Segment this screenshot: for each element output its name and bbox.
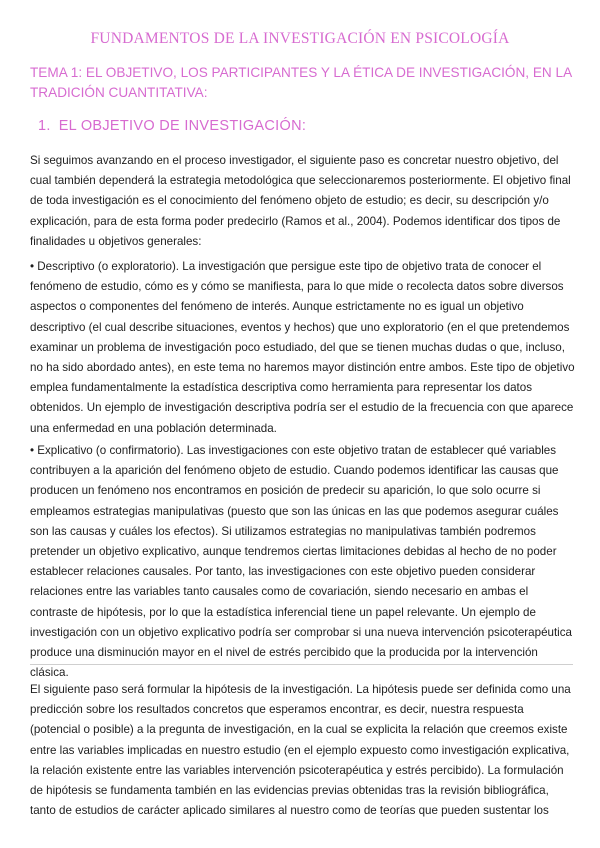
- descriptive-objective-paragraph: • Descriptivo (o exploratorio). La investigación que persigue este tipo de objetivo trata de conocer el fenómeno de estudio, cómo es y cómo se manifiesta, para lo que mide o recolecta datos sobre diversos aspectos o componentes del fenómeno de interés. Aunque estrictamente no es igual un objetivo descriptivo (el cual describe situaciones, eventos y hechos) que uno exploratorio (en el que pretendemos examinar un problema de investigación poco estudiado, del que se tienen muchas dudas o que, incluso, no ha sido abordado antes), en este tema no haremos mayor distinción entre ambos. Este tipo de objetivo emplea fundamentalmente la estadística descriptiva como herramienta para representar los datos obtenidos. Un ejemplo de investigación descriptiva podría ser el estudio de la frecuencia con que aparece una enfermedad en una población determinada.: [30, 260, 575, 435]
- section-heading: [38, 118, 306, 134]
- section-title: EL OBJETIVO DE INVESTIGACIÓN:: [58, 118, 307, 134]
- section-divider: [30, 664, 573, 665]
- intro-paragraph: Si seguimos avanzando en el proceso investigador, el siguiente paso es concretar nuestro objetivo, del cual también dependerá la estrategia metodológica que seleccionaremos posteriormente. El objetivo final de toda investigación es el conocimiento del fenómeno objeto de estudio; es decir, su descripción y/o explicación, para de esta forma poder predecirlo (Ramos et al., 2004). Podemos identificar dos tipos de finalidades u objetivos generales:: [30, 154, 571, 248]
- section-number: 1.: [38, 118, 51, 134]
- explanatory-objective-paragraph: • Explicativo (o confirmatorio). Las investigaciones con este objetivo tratan de establecer qué variables contribuyen a la aparición del fenómeno objeto de estudio. Cuando podemos identificar las causas que producen un fenómeno nos encontramos en posición de predecir su aparición, lo que solo ocurre si empleamos estrategias manipulativas (puesto que son las únicas en las que podemos asegurar cuáles son las causas y cuáles los efectos). Si utilizamos estrategias no manipulativas también podremos pretender un objetivo explicativo, aunque tendremos ciertas limitaciones debidas al hecho de no poder establecer relaciones causales. Por tanto, las investigaciones con este objetivo pueden considerar relaciones entre las variables tanto causales como de covariación, siendo necesario en ambas el contraste de hipótesis, por lo que la estadística inferencial tiene un papel relevante. Un ejemplo de investigación con un objetivo explicativo podría ser comprobar si una nueva intervención psicoterapéutica produce una disminución mayor en el nivel de estrés percibido que la producida por la intervención clásica.: [30, 444, 573, 680]
- document-title: FUNDAMENTOS DE LA INVESTIGACIÓN EN PSICOLOGÍA: [90, 30, 510, 47]
- hypothesis-paragraph: El siguiente paso será formular la hipótesis de la investigación. La hipótesis puede ser definida como una predicción sobre los resultados concretos que esperamos encontrar, es decir, nuestra respuesta (potencial o posible) a la pregunta de investigación, en la cual se explicita la relación que creemos existe entre las variables implicadas en nuestro estudio (en el ejemplo expuesto como investigación explicativa, la relación existente entre las variables intervención psicoterapéutica y estrés percibido). La formulación de hipótesis se fundamenta también en las evidencias previas obtenidas tras la revisión bibliográfica, tanto de estudios de carácter aplicado similares al nuestro como de teorías que pueden sustentar los: [30, 683, 571, 818]
- theme-title: TEMA 1: EL OBJETIVO, LOS PARTICIPANTES Y LA ÉTICA DE INVESTIGACIÓN, EN LA TRADICIÓN CUANTITATIVA:: [30, 65, 572, 100]
